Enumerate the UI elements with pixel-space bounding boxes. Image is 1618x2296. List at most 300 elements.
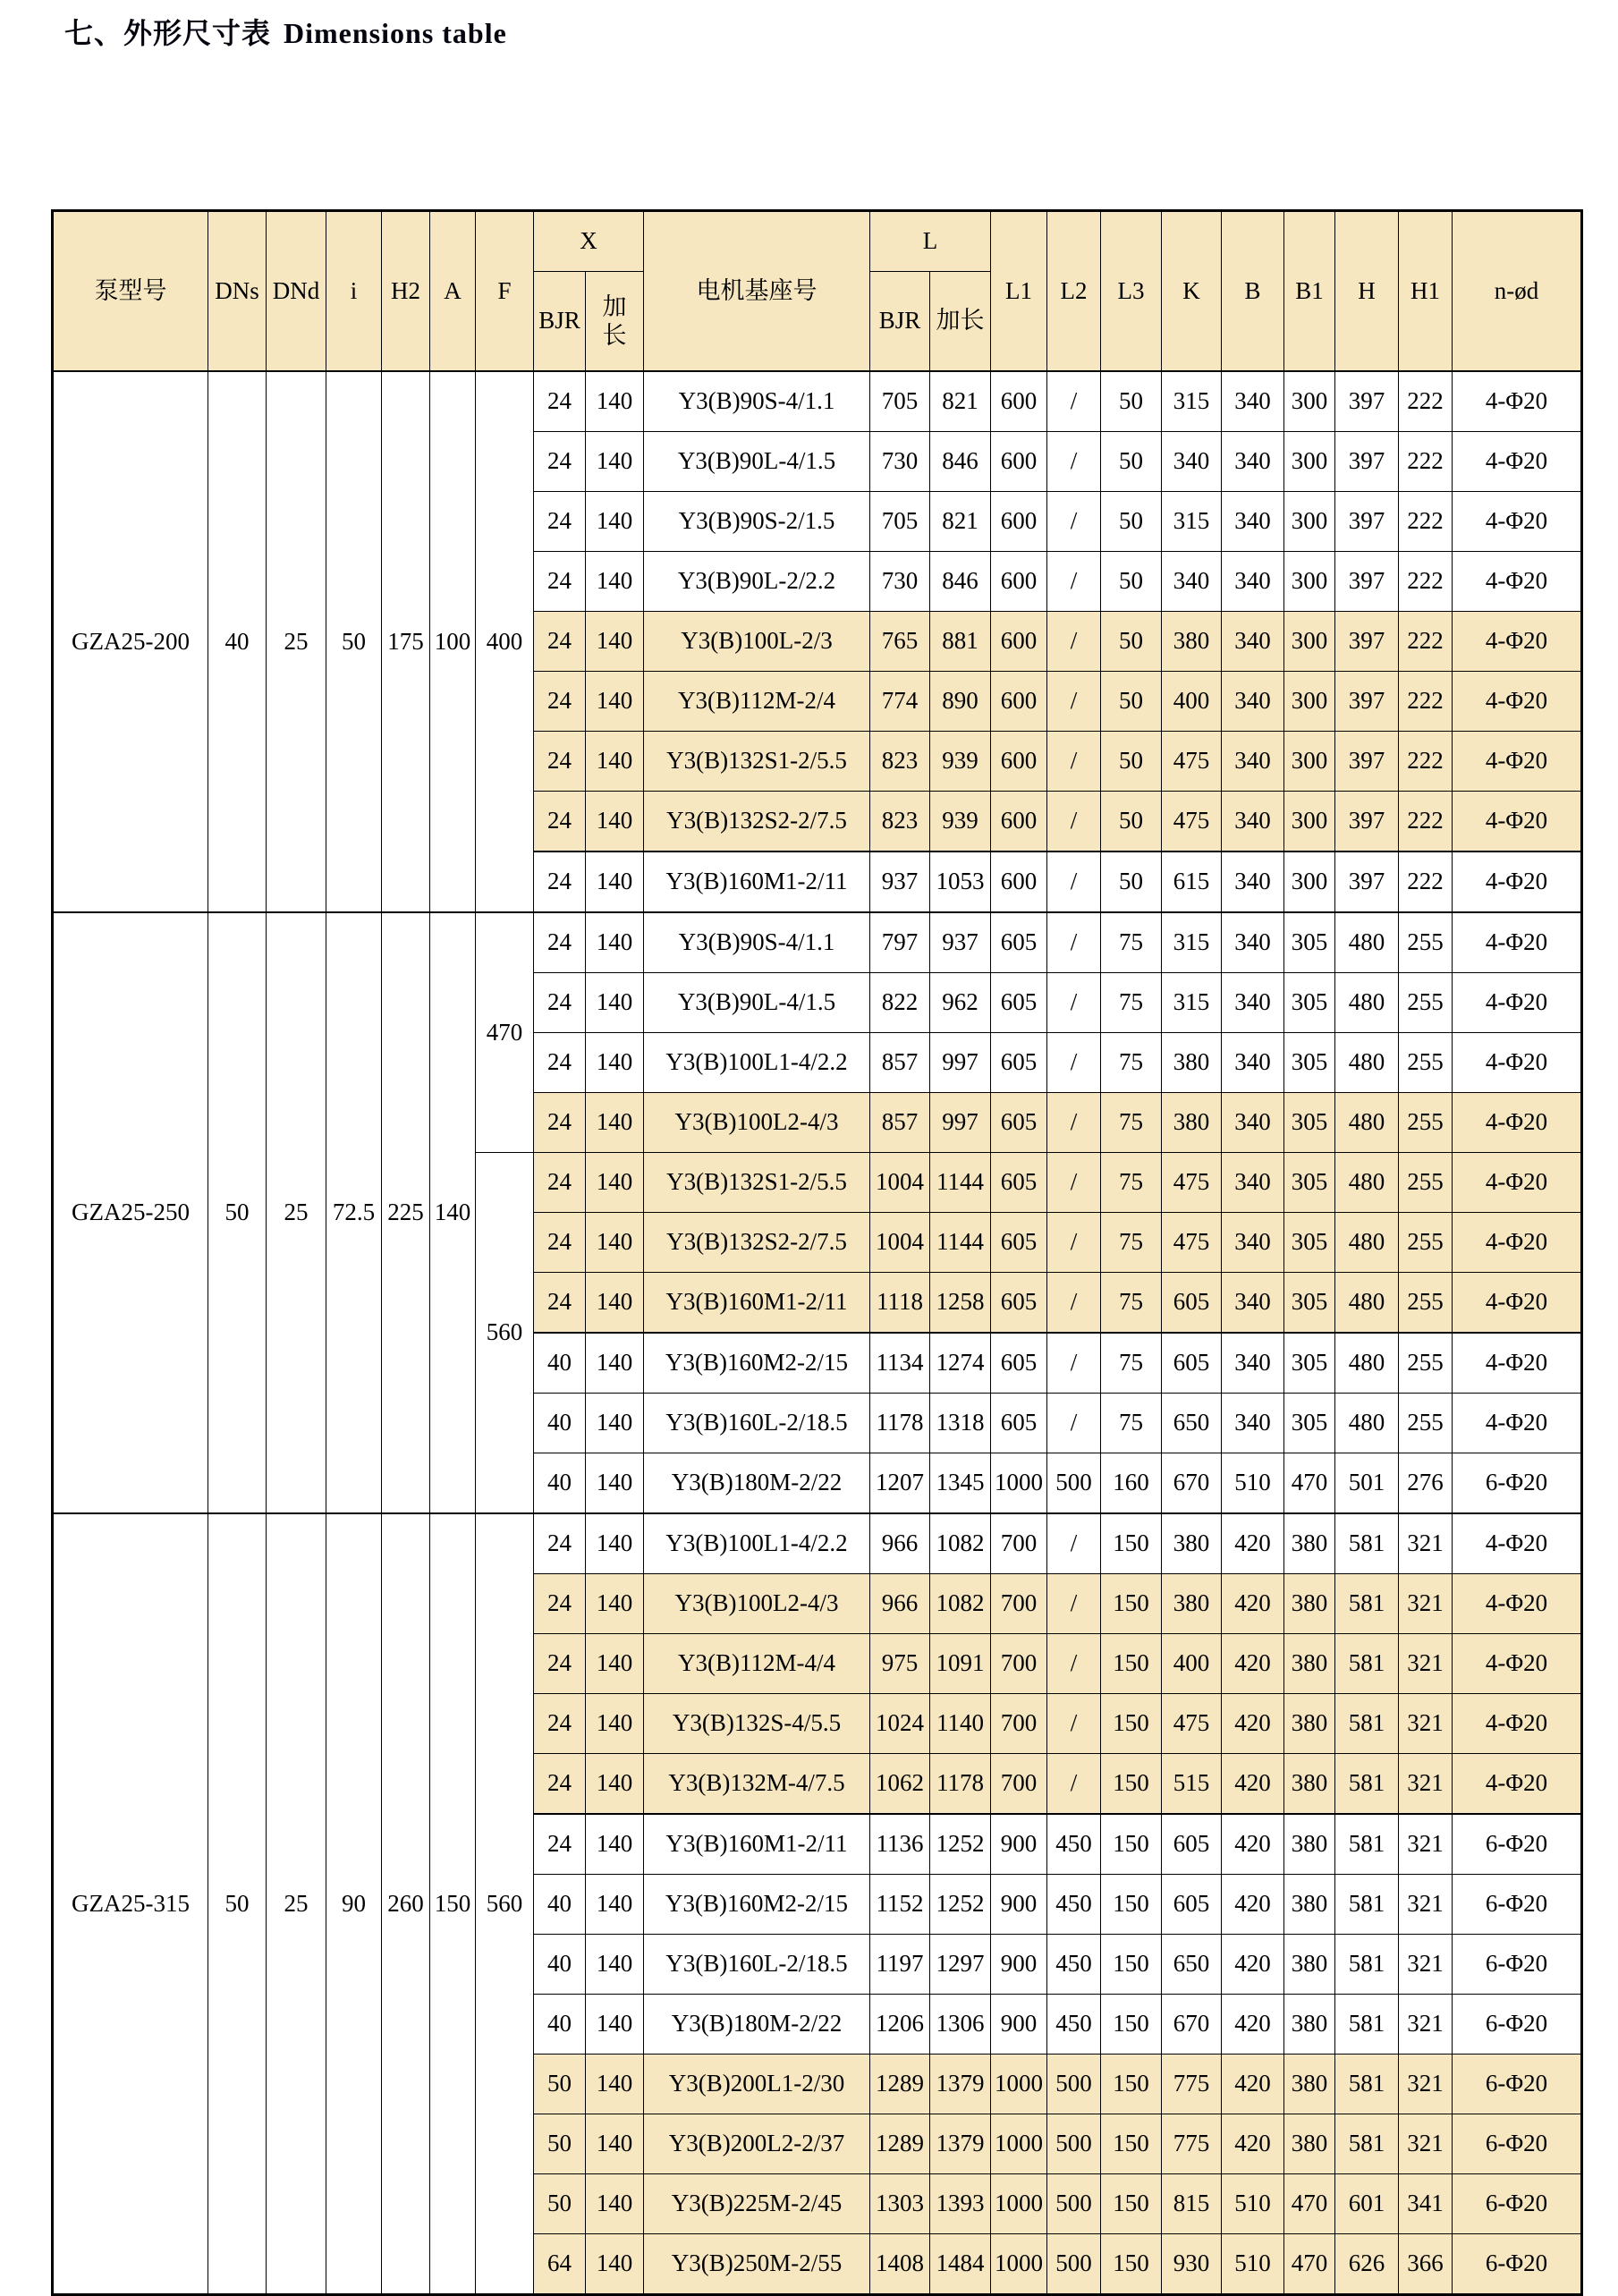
cell-h1: 321 bbox=[1399, 1754, 1453, 1815]
cell-h: 480 bbox=[1335, 1153, 1399, 1213]
table-row bbox=[53, 1513, 1582, 1574]
cell-l2: / bbox=[1047, 552, 1101, 612]
cell-n-od: 4-Φ20 bbox=[1453, 1333, 1582, 1394]
cell-l2: / bbox=[1047, 1694, 1101, 1754]
cell-motor-base: Y3(B)132S-4/5.5 bbox=[644, 1694, 870, 1754]
cell-l-bjr: 730 bbox=[870, 552, 930, 612]
cell-l-bjr: 823 bbox=[870, 792, 930, 852]
cell-b: 340 bbox=[1222, 552, 1284, 612]
cell-x-extended: 140 bbox=[586, 732, 644, 792]
cell-h1: 276 bbox=[1399, 1453, 1453, 1514]
cell-x-bjr: 24 bbox=[534, 1273, 586, 1334]
cell-l-bjr: 1289 bbox=[870, 2055, 930, 2114]
cell-l3: 75 bbox=[1101, 1333, 1162, 1394]
cell-k: 475 bbox=[1162, 1153, 1222, 1213]
cell-b: 420 bbox=[1222, 1935, 1284, 1995]
cell-h1: 321 bbox=[1399, 1875, 1453, 1935]
cell-l2: 500 bbox=[1047, 2234, 1101, 2295]
cell-h1: 222 bbox=[1399, 492, 1453, 552]
cell-k: 315 bbox=[1162, 492, 1222, 552]
page-title-en: Dimensions table bbox=[284, 17, 507, 49]
cell-h: 397 bbox=[1335, 492, 1399, 552]
cell-l-bjr: 1178 bbox=[870, 1394, 930, 1453]
cell-b: 340 bbox=[1222, 1273, 1284, 1334]
cell-h: 581 bbox=[1335, 1634, 1399, 1694]
cell-h1: 321 bbox=[1399, 2055, 1453, 2114]
cell-l1: 900 bbox=[991, 1875, 1047, 1935]
cell-b1: 305 bbox=[1284, 973, 1335, 1033]
cell-l-extended: 939 bbox=[930, 732, 991, 792]
cell-h: 480 bbox=[1335, 1213, 1399, 1273]
cell-b1: 305 bbox=[1284, 1153, 1335, 1213]
table-header bbox=[53, 211, 1582, 372]
cell-n-od: 6-Φ20 bbox=[1453, 1995, 1582, 2055]
cell-h: 397 bbox=[1335, 672, 1399, 732]
cell-l-extended: 1053 bbox=[930, 851, 991, 912]
cell-motor-base: Y3(B)100L2-4/3 bbox=[644, 1574, 870, 1634]
cell-n-od: 4-Φ20 bbox=[1453, 492, 1582, 552]
cell-motor-base: Y3(B)90L-4/1.5 bbox=[644, 973, 870, 1033]
cell-l1: 605 bbox=[991, 912, 1047, 973]
cell-x-bjr: 24 bbox=[534, 432, 586, 492]
cell-b: 420 bbox=[1222, 2055, 1284, 2114]
cell-l1: 605 bbox=[991, 1394, 1047, 1453]
cell-x-extended: 140 bbox=[586, 1093, 644, 1153]
cell-h2: 175 bbox=[382, 371, 430, 912]
cell-l-extended: 821 bbox=[930, 371, 991, 432]
cell-k: 400 bbox=[1162, 1634, 1222, 1694]
cell-x-bjr: 40 bbox=[534, 1995, 586, 2055]
header-n-od: n-ød bbox=[1453, 211, 1582, 372]
cell-b1: 470 bbox=[1284, 1453, 1335, 1514]
cell-l-extended: 939 bbox=[930, 792, 991, 852]
cell-l1: 600 bbox=[991, 672, 1047, 732]
cell-x-bjr: 24 bbox=[534, 851, 586, 912]
cell-l-extended: 962 bbox=[930, 973, 991, 1033]
cell-l3: 75 bbox=[1101, 912, 1162, 973]
cell-l-extended: 1252 bbox=[930, 1875, 991, 1935]
cell-k: 670 bbox=[1162, 1995, 1222, 2055]
cell-l1: 600 bbox=[991, 552, 1047, 612]
cell-l3: 150 bbox=[1101, 1574, 1162, 1634]
cell-l3: 150 bbox=[1101, 2055, 1162, 2114]
cell-b: 420 bbox=[1222, 1995, 1284, 2055]
cell-x-extended: 140 bbox=[586, 371, 644, 432]
cell-l3: 75 bbox=[1101, 1394, 1162, 1453]
cell-h: 581 bbox=[1335, 1814, 1399, 1875]
cell-h1: 255 bbox=[1399, 1273, 1453, 1334]
cell-n-od: 4-Φ20 bbox=[1453, 973, 1582, 1033]
header-h: H bbox=[1335, 211, 1399, 372]
cell-l1: 600 bbox=[991, 732, 1047, 792]
cell-motor-base: Y3(B)90L-4/1.5 bbox=[644, 432, 870, 492]
cell-b1: 300 bbox=[1284, 851, 1335, 912]
cell-k: 615 bbox=[1162, 851, 1222, 912]
cell-motor-base: Y3(B)200L1-2/30 bbox=[644, 2055, 870, 2114]
cell-l3: 50 bbox=[1101, 552, 1162, 612]
cell-b1: 300 bbox=[1284, 732, 1335, 792]
cell-x-extended: 140 bbox=[586, 672, 644, 732]
cell-l-extended: 1140 bbox=[930, 1694, 991, 1754]
cell-l-extended: 1091 bbox=[930, 1634, 991, 1694]
cell-k: 380 bbox=[1162, 1093, 1222, 1153]
cell-h: 501 bbox=[1335, 1453, 1399, 1514]
cell-b: 420 bbox=[1222, 1634, 1284, 1694]
cell-motor-base: Y3(B)132S1-2/5.5 bbox=[644, 732, 870, 792]
cell-l-extended: 1318 bbox=[930, 1394, 991, 1453]
cell-x-extended: 140 bbox=[586, 1453, 644, 1514]
cell-l3: 50 bbox=[1101, 792, 1162, 852]
cell-l1: 700 bbox=[991, 1513, 1047, 1574]
cell-x-extended: 140 bbox=[586, 1634, 644, 1694]
header-b1: B1 bbox=[1284, 211, 1335, 372]
cell-n-od: 4-Φ20 bbox=[1453, 1574, 1582, 1634]
cell-n-od: 4-Φ20 bbox=[1453, 612, 1582, 672]
cell-pump-model: GZA25-315 bbox=[53, 1513, 208, 2295]
cell-motor-base: Y3(B)100L1-4/2.2 bbox=[644, 1033, 870, 1093]
cell-x-bjr: 40 bbox=[534, 1875, 586, 1935]
cell-l3: 75 bbox=[1101, 1153, 1162, 1213]
cell-b1: 305 bbox=[1284, 1333, 1335, 1394]
cell-n-od: 4-Φ20 bbox=[1453, 1634, 1582, 1694]
cell-l-bjr: 823 bbox=[870, 732, 930, 792]
cell-l2: / bbox=[1047, 612, 1101, 672]
cell-l1: 605 bbox=[991, 1153, 1047, 1213]
cell-k: 815 bbox=[1162, 2174, 1222, 2234]
cell-l3: 50 bbox=[1101, 851, 1162, 912]
cell-x-bjr: 50 bbox=[534, 2174, 586, 2234]
cell-l2: / bbox=[1047, 912, 1101, 973]
dimensions-table bbox=[51, 209, 1583, 2296]
cell-motor-base: Y3(B)132S2-2/7.5 bbox=[644, 1213, 870, 1273]
cell-l1: 605 bbox=[991, 1273, 1047, 1334]
cell-k: 475 bbox=[1162, 732, 1222, 792]
cell-h1: 255 bbox=[1399, 912, 1453, 973]
cell-b: 340 bbox=[1222, 371, 1284, 432]
cell-l2: / bbox=[1047, 1394, 1101, 1453]
cell-b: 510 bbox=[1222, 2234, 1284, 2295]
cell-f: 470 bbox=[476, 912, 534, 1153]
cell-l2: / bbox=[1047, 851, 1101, 912]
cell-l-extended: 1144 bbox=[930, 1153, 991, 1213]
cell-h1: 321 bbox=[1399, 1995, 1453, 2055]
cell-l-bjr: 1289 bbox=[870, 2114, 930, 2174]
cell-x-extended: 140 bbox=[586, 1935, 644, 1995]
cell-l-extended: 1144 bbox=[930, 1213, 991, 1273]
cell-b: 420 bbox=[1222, 2114, 1284, 2174]
cell-b1: 380 bbox=[1284, 1754, 1335, 1815]
header-h2: H2 bbox=[382, 211, 430, 372]
cell-b1: 380 bbox=[1284, 1935, 1335, 1995]
cell-l3: 50 bbox=[1101, 672, 1162, 732]
cell-h: 480 bbox=[1335, 1093, 1399, 1153]
cell-l1: 600 bbox=[991, 432, 1047, 492]
header-x-bjr: BJR bbox=[534, 272, 586, 372]
cell-dnd: 25 bbox=[267, 912, 326, 1513]
cell-k: 315 bbox=[1162, 912, 1222, 973]
cell-l-extended: 846 bbox=[930, 552, 991, 612]
cell-b1: 380 bbox=[1284, 1995, 1335, 2055]
cell-h1: 255 bbox=[1399, 1153, 1453, 1213]
cell-l1: 600 bbox=[991, 792, 1047, 852]
cell-dns: 40 bbox=[208, 371, 267, 912]
cell-l1: 1000 bbox=[991, 2114, 1047, 2174]
cell-h1: 255 bbox=[1399, 1394, 1453, 1453]
cell-x-bjr: 50 bbox=[534, 2055, 586, 2114]
cell-f: 560 bbox=[476, 1153, 534, 1514]
cell-n-od: 4-Φ20 bbox=[1453, 672, 1582, 732]
page-title-zh: 七、外形尺寸表 bbox=[64, 17, 272, 49]
cell-l-extended: 846 bbox=[930, 432, 991, 492]
cell-b: 420 bbox=[1222, 1694, 1284, 1754]
cell-h: 601 bbox=[1335, 2174, 1399, 2234]
cell-l-extended: 1082 bbox=[930, 1513, 991, 1574]
header-a: A bbox=[430, 211, 476, 372]
cell-k: 775 bbox=[1162, 2114, 1222, 2174]
cell-b1: 380 bbox=[1284, 1574, 1335, 1634]
cell-x-extended: 140 bbox=[586, 2234, 644, 2295]
cell-x-bjr: 24 bbox=[534, 1814, 586, 1875]
cell-x-bjr: 24 bbox=[534, 371, 586, 432]
cell-motor-base: Y3(B)160M2-2/15 bbox=[644, 1333, 870, 1394]
cell-motor-base: Y3(B)90L-2/2.2 bbox=[644, 552, 870, 612]
cell-x-bjr: 24 bbox=[534, 1574, 586, 1634]
header-i: i bbox=[326, 211, 382, 372]
cell-l2: / bbox=[1047, 1754, 1101, 1815]
cell-b: 420 bbox=[1222, 1754, 1284, 1815]
cell-l-bjr: 705 bbox=[870, 371, 930, 432]
cell-motor-base: Y3(B)180M-2/22 bbox=[644, 1453, 870, 1514]
header-l2: L2 bbox=[1047, 211, 1101, 372]
table-body bbox=[53, 371, 1582, 2295]
cell-motor-base: Y3(B)100L1-4/2.2 bbox=[644, 1513, 870, 1574]
cell-b1: 380 bbox=[1284, 1694, 1335, 1754]
cell-pump-model: GZA25-250 bbox=[53, 912, 208, 1513]
cell-h: 626 bbox=[1335, 2234, 1399, 2295]
cell-b1: 305 bbox=[1284, 1394, 1335, 1453]
cell-h1: 255 bbox=[1399, 1033, 1453, 1093]
cell-l2: 500 bbox=[1047, 2174, 1101, 2234]
cell-b1: 300 bbox=[1284, 792, 1335, 852]
header-l1: L1 bbox=[991, 211, 1047, 372]
cell-b1: 380 bbox=[1284, 1814, 1335, 1875]
cell-h: 397 bbox=[1335, 432, 1399, 492]
cell-l2: / bbox=[1047, 1033, 1101, 1093]
cell-n-od: 4-Φ20 bbox=[1453, 1754, 1582, 1815]
cell-l-bjr: 937 bbox=[870, 851, 930, 912]
cell-l-bjr: 1134 bbox=[870, 1333, 930, 1394]
cell-h1: 222 bbox=[1399, 672, 1453, 732]
cell-b: 340 bbox=[1222, 1213, 1284, 1273]
cell-n-od: 4-Φ20 bbox=[1453, 792, 1582, 852]
cell-l1: 900 bbox=[991, 1995, 1047, 2055]
cell-b: 340 bbox=[1222, 912, 1284, 973]
cell-b1: 305 bbox=[1284, 1213, 1335, 1273]
cell-b: 420 bbox=[1222, 1574, 1284, 1634]
cell-i: 72.5 bbox=[326, 912, 382, 1513]
cell-b: 340 bbox=[1222, 1394, 1284, 1453]
cell-b1: 300 bbox=[1284, 612, 1335, 672]
cell-x-bjr: 24 bbox=[534, 672, 586, 732]
cell-l2: 500 bbox=[1047, 2114, 1101, 2174]
cell-x-bjr: 40 bbox=[534, 1333, 586, 1394]
cell-l2: / bbox=[1047, 1273, 1101, 1334]
cell-h1: 321 bbox=[1399, 1814, 1453, 1875]
cell-l1: 1000 bbox=[991, 1453, 1047, 1514]
cell-h1: 222 bbox=[1399, 851, 1453, 912]
cell-h: 581 bbox=[1335, 1875, 1399, 1935]
cell-k: 380 bbox=[1162, 1033, 1222, 1093]
cell-b1: 305 bbox=[1284, 1273, 1335, 1334]
cell-n-od: 4-Φ20 bbox=[1453, 912, 1582, 973]
cell-k: 670 bbox=[1162, 1453, 1222, 1514]
cell-l3: 150 bbox=[1101, 1694, 1162, 1754]
cell-h: 397 bbox=[1335, 732, 1399, 792]
cell-l1: 605 bbox=[991, 1033, 1047, 1093]
cell-n-od: 4-Φ20 bbox=[1453, 1513, 1582, 1574]
cell-l2: / bbox=[1047, 973, 1101, 1033]
cell-l-extended: 997 bbox=[930, 1033, 991, 1093]
cell-b1: 380 bbox=[1284, 2055, 1335, 2114]
cell-h: 397 bbox=[1335, 612, 1399, 672]
cell-l-bjr: 1062 bbox=[870, 1754, 930, 1815]
cell-x-extended: 140 bbox=[586, 1694, 644, 1754]
cell-l2: / bbox=[1047, 672, 1101, 732]
cell-b: 510 bbox=[1222, 2174, 1284, 2234]
cell-b: 420 bbox=[1222, 1814, 1284, 1875]
cell-x-bjr: 24 bbox=[534, 1754, 586, 1815]
cell-motor-base: Y3(B)160M2-2/15 bbox=[644, 1875, 870, 1935]
cell-h: 581 bbox=[1335, 1574, 1399, 1634]
cell-k: 650 bbox=[1162, 1394, 1222, 1453]
cell-x-bjr: 24 bbox=[534, 912, 586, 973]
cell-l2: / bbox=[1047, 792, 1101, 852]
cell-k: 315 bbox=[1162, 371, 1222, 432]
cell-motor-base: Y3(B)160M1-2/11 bbox=[644, 1814, 870, 1875]
cell-l2: / bbox=[1047, 732, 1101, 792]
cell-x-extended: 140 bbox=[586, 1213, 644, 1273]
header-h1: H1 bbox=[1399, 211, 1453, 372]
cell-h: 397 bbox=[1335, 792, 1399, 852]
cell-l-bjr: 1207 bbox=[870, 1453, 930, 1514]
cell-n-od: 6-Φ20 bbox=[1453, 1875, 1582, 1935]
header-motor-base: 电机基座号 bbox=[644, 211, 870, 372]
cell-h1: 222 bbox=[1399, 371, 1453, 432]
cell-h: 480 bbox=[1335, 912, 1399, 973]
cell-b1: 300 bbox=[1284, 552, 1335, 612]
page-title bbox=[64, 11, 507, 52]
cell-k: 475 bbox=[1162, 1694, 1222, 1754]
cell-l-bjr: 975 bbox=[870, 1634, 930, 1694]
header-x: X bbox=[534, 211, 644, 272]
cell-x-extended: 140 bbox=[586, 492, 644, 552]
cell-l-extended: 1393 bbox=[930, 2174, 991, 2234]
cell-x-extended: 140 bbox=[586, 1273, 644, 1334]
cell-h: 397 bbox=[1335, 851, 1399, 912]
cell-l3: 75 bbox=[1101, 1033, 1162, 1093]
header-x-extended-label: 加长 bbox=[602, 292, 627, 349]
cell-dnd: 25 bbox=[267, 1513, 326, 2295]
table-row bbox=[53, 371, 1582, 432]
cell-l2: / bbox=[1047, 1634, 1101, 1694]
cell-b1: 380 bbox=[1284, 2114, 1335, 2174]
cell-k: 475 bbox=[1162, 1213, 1222, 1273]
header-f: F bbox=[476, 211, 534, 372]
cell-l3: 150 bbox=[1101, 2114, 1162, 2174]
cell-f: 560 bbox=[476, 1513, 534, 2295]
cell-b1: 300 bbox=[1284, 432, 1335, 492]
cell-l1: 600 bbox=[991, 851, 1047, 912]
cell-b: 420 bbox=[1222, 1875, 1284, 1935]
cell-n-od: 6-Φ20 bbox=[1453, 2114, 1582, 2174]
cell-l-bjr: 797 bbox=[870, 912, 930, 973]
cell-motor-base: Y3(B)100L2-4/3 bbox=[644, 1093, 870, 1153]
cell-x-bjr: 24 bbox=[534, 1634, 586, 1694]
cell-l1: 900 bbox=[991, 1814, 1047, 1875]
cell-x-bjr: 24 bbox=[534, 1033, 586, 1093]
cell-h1: 222 bbox=[1399, 612, 1453, 672]
cell-b: 340 bbox=[1222, 732, 1284, 792]
cell-l-bjr: 822 bbox=[870, 973, 930, 1033]
cell-l-extended: 890 bbox=[930, 672, 991, 732]
cell-x-extended: 140 bbox=[586, 1754, 644, 1815]
cell-x-bjr: 24 bbox=[534, 552, 586, 612]
cell-l-bjr: 1024 bbox=[870, 1694, 930, 1754]
cell-h: 581 bbox=[1335, 2055, 1399, 2114]
cell-x-bjr: 24 bbox=[534, 1213, 586, 1273]
cell-k: 380 bbox=[1162, 1574, 1222, 1634]
cell-l2: / bbox=[1047, 492, 1101, 552]
cell-l3: 75 bbox=[1101, 1273, 1162, 1334]
cell-h: 581 bbox=[1335, 1935, 1399, 1995]
cell-l-bjr: 730 bbox=[870, 432, 930, 492]
cell-l1: 600 bbox=[991, 612, 1047, 672]
cell-l-bjr: 1004 bbox=[870, 1153, 930, 1213]
cell-k: 380 bbox=[1162, 612, 1222, 672]
cell-dns: 50 bbox=[208, 912, 267, 1513]
cell-h1: 222 bbox=[1399, 552, 1453, 612]
cell-k: 400 bbox=[1162, 672, 1222, 732]
cell-k: 605 bbox=[1162, 1875, 1222, 1935]
cell-motor-base: Y3(B)112M-2/4 bbox=[644, 672, 870, 732]
cell-x-bjr: 64 bbox=[534, 2234, 586, 2295]
cell-k: 605 bbox=[1162, 1333, 1222, 1394]
cell-motor-base: Y3(B)90S-4/1.1 bbox=[644, 912, 870, 973]
cell-b: 340 bbox=[1222, 1153, 1284, 1213]
cell-n-od: 4-Φ20 bbox=[1453, 432, 1582, 492]
cell-b: 340 bbox=[1222, 1333, 1284, 1394]
cell-x-extended: 140 bbox=[586, 1394, 644, 1453]
cell-l3: 50 bbox=[1101, 371, 1162, 432]
cell-l-extended: 1345 bbox=[930, 1453, 991, 1514]
cell-x-extended: 140 bbox=[586, 973, 644, 1033]
cell-motor-base: Y3(B)132S1-2/5.5 bbox=[644, 1153, 870, 1213]
table-row bbox=[53, 912, 1582, 973]
cell-h1: 366 bbox=[1399, 2234, 1453, 2295]
cell-l1: 605 bbox=[991, 1213, 1047, 1273]
cell-l1: 700 bbox=[991, 1754, 1047, 1815]
cell-pump-model: GZA25-200 bbox=[53, 371, 208, 912]
cell-l-bjr: 966 bbox=[870, 1574, 930, 1634]
cell-motor-base: Y3(B)160M1-2/11 bbox=[644, 1273, 870, 1334]
cell-b1: 300 bbox=[1284, 672, 1335, 732]
cell-l-extended: 997 bbox=[930, 1093, 991, 1153]
cell-l2: / bbox=[1047, 1153, 1101, 1213]
cell-l1: 1000 bbox=[991, 2234, 1047, 2295]
cell-n-od: 4-Φ20 bbox=[1453, 1694, 1582, 1754]
cell-l3: 150 bbox=[1101, 1814, 1162, 1875]
header-l: L bbox=[870, 211, 991, 272]
